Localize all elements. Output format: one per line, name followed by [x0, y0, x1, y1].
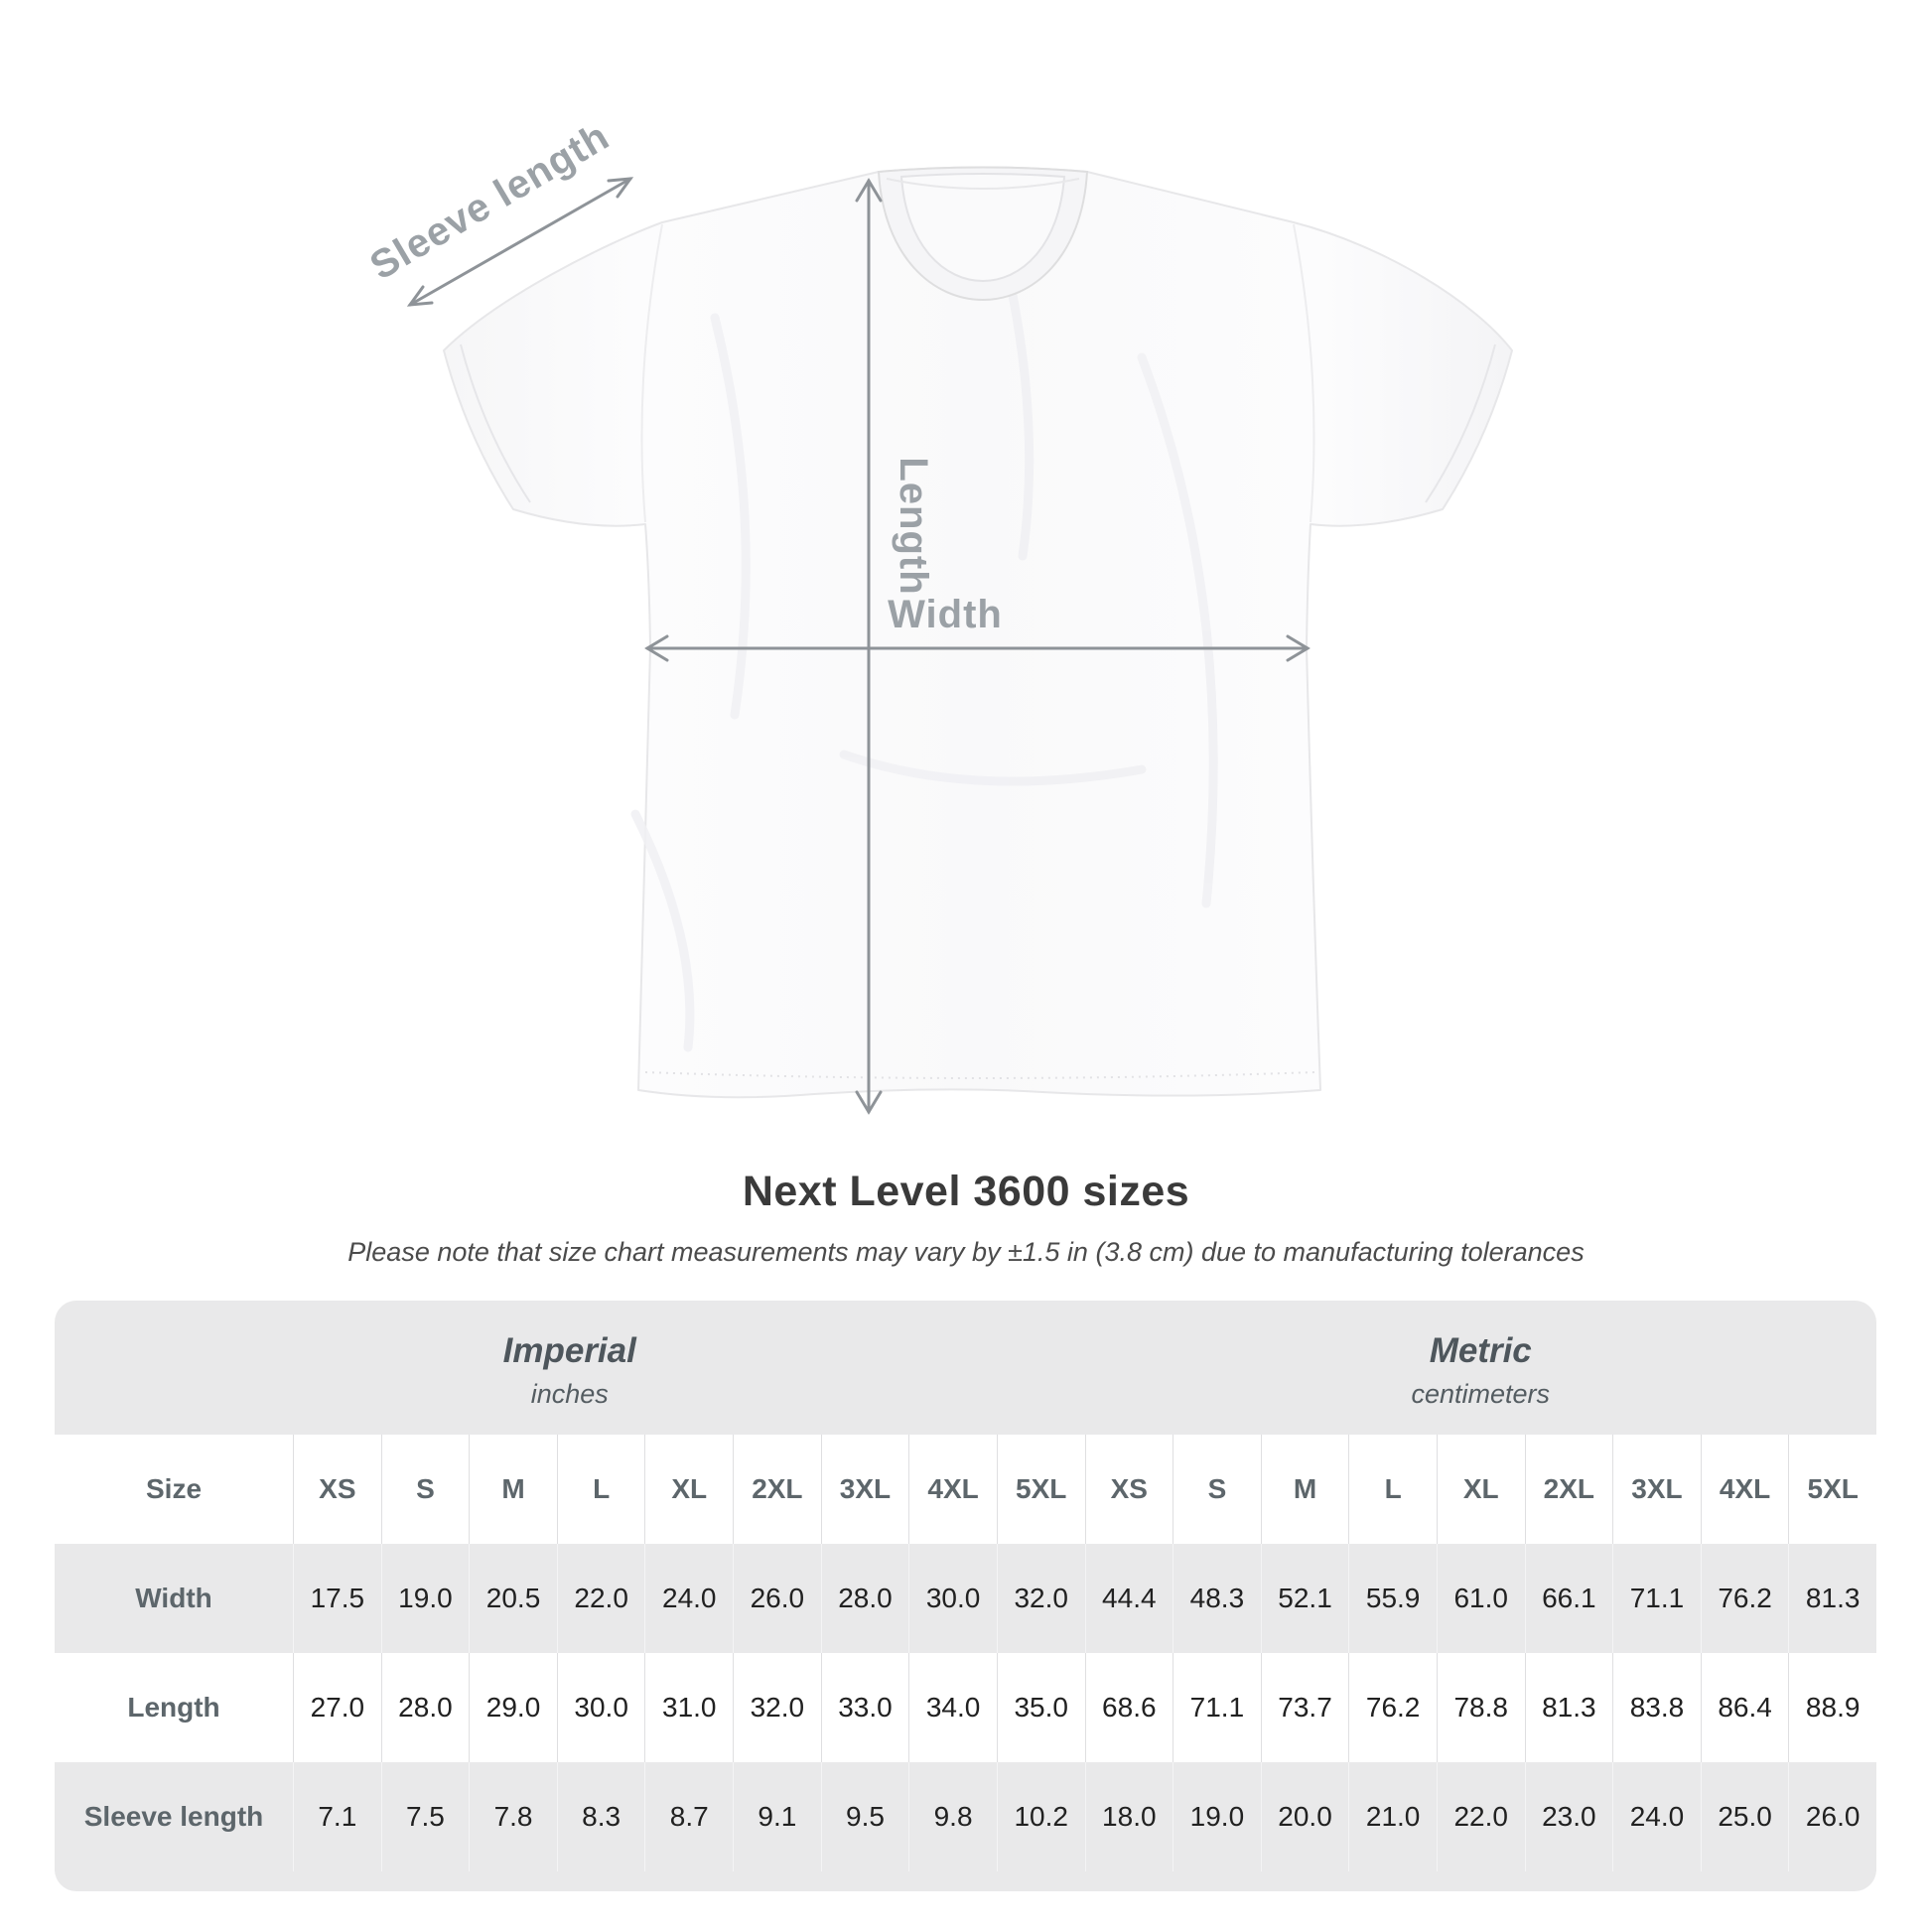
- value-cell-width-metric-l: 55.9: [1348, 1544, 1437, 1653]
- metric-label: Metric: [1429, 1331, 1532, 1370]
- value-cell-length-imperial-5xl: 35.0: [997, 1653, 1085, 1762]
- value-cell-length-metric-3xl: 83.8: [1612, 1653, 1701, 1762]
- value-cell-width-imperial-5xl: 32.0: [997, 1544, 1085, 1653]
- value-cell-sleeve-length-imperial-4xl: 9.8: [908, 1762, 997, 1871]
- value-cell-width-imperial-2xl: 26.0: [733, 1544, 821, 1653]
- imperial-label: Imperial: [502, 1331, 636, 1370]
- size-header-imperial-3xl: 3XL: [821, 1435, 909, 1544]
- size-header-imperial-xs: XS: [293, 1435, 381, 1544]
- value-cell-length-metric-xs: 68.6: [1085, 1653, 1173, 1762]
- value-cell-width-metric-m: 52.1: [1261, 1544, 1349, 1653]
- value-cell-width-imperial-3xl: 28.0: [821, 1544, 909, 1653]
- value-cell-sleeve-length-metric-3xl: 24.0: [1612, 1762, 1701, 1871]
- metric-unit-header: [1085, 1301, 1876, 1435]
- value-cell-sleeve-length-metric-4xl: 25.0: [1701, 1762, 1789, 1871]
- value-cell-length-imperial-xl: 31.0: [644, 1653, 733, 1762]
- value-cell-width-metric-5xl: 81.3: [1788, 1544, 1876, 1653]
- value-cell-length-metric-m: 73.7: [1261, 1653, 1349, 1762]
- value-cell-width-imperial-xl: 24.0: [644, 1544, 733, 1653]
- value-cell-sleeve-length-imperial-s: 7.5: [381, 1762, 470, 1871]
- value-cell-sleeve-length-imperial-m: 7.8: [469, 1762, 557, 1871]
- table-row-0: [55, 1544, 1876, 1653]
- value-cell-width-imperial-4xl: 30.0: [908, 1544, 997, 1653]
- value-cell-width-metric-3xl: 71.1: [1612, 1544, 1701, 1653]
- value-cell-sleeve-length-metric-5xl: 26.0: [1788, 1762, 1876, 1871]
- size-header-metric-xl: XL: [1437, 1435, 1525, 1544]
- value-cell-sleeve-length-metric-2xl: 23.0: [1525, 1762, 1613, 1871]
- value-cell-sleeve-length-imperial-3xl: 9.5: [821, 1762, 909, 1871]
- page-subtitle: Please note that size chart measurements may vary by ±1.5 in (3.8 cm) due to manufacturing tolerances: [347, 1237, 1585, 1267]
- row-label-sleeve-length: Sleeve length: [83, 1801, 264, 1832]
- sleeve-length-label: Sleeve length: [362, 114, 618, 289]
- table-row-1: [55, 1653, 1876, 1762]
- value-cell-length-metric-xl: 78.8: [1437, 1653, 1525, 1762]
- size-header-imperial-2xl: 2XL: [733, 1435, 821, 1544]
- size-table: [55, 1301, 1876, 1891]
- size-header-imperial-l: L: [557, 1435, 645, 1544]
- value-cell-width-metric-2xl: 66.1: [1525, 1544, 1613, 1653]
- value-cell-length-metric-4xl: 86.4: [1701, 1653, 1789, 1762]
- value-cell-length-imperial-2xl: 32.0: [733, 1653, 821, 1762]
- value-cell-width-metric-s: 48.3: [1173, 1544, 1261, 1653]
- row-label-width: Width: [135, 1583, 212, 1613]
- size-header-metric-5xl: 5XL: [1788, 1435, 1876, 1544]
- value-cell-sleeve-length-imperial-l: 8.3: [557, 1762, 645, 1871]
- size-header-imperial-s: S: [381, 1435, 470, 1544]
- value-cell-length-metric-5xl: 88.9: [1788, 1653, 1876, 1762]
- table-row-2: [55, 1762, 1876, 1871]
- size-header-metric-2xl: 2XL: [1525, 1435, 1613, 1544]
- value-cell-length-imperial-4xl: 34.0: [908, 1653, 997, 1762]
- value-cell-sleeve-length-imperial-xs: 7.1: [293, 1762, 381, 1871]
- size-column-header: Size: [145, 1473, 203, 1504]
- page-title: Next Level 3600 sizes: [742, 1168, 1190, 1215]
- imperial-unit-header: [55, 1301, 1085, 1435]
- value-cell-length-metric-2xl: 81.3: [1525, 1653, 1613, 1762]
- value-cell-sleeve-length-imperial-xl: 8.7: [644, 1762, 733, 1871]
- value-cell-sleeve-length-imperial-5xl: 10.2: [997, 1762, 1085, 1871]
- value-cell-width-imperial-m: 20.5: [469, 1544, 557, 1653]
- value-cell-sleeve-length-metric-s: 19.0: [1173, 1762, 1261, 1871]
- size-header-metric-4xl: 4XL: [1701, 1435, 1789, 1544]
- size-header-imperial-5xl: 5XL: [997, 1435, 1085, 1544]
- size-header-metric-l: L: [1348, 1435, 1437, 1544]
- size-header-imperial-m: M: [469, 1435, 557, 1544]
- value-cell-width-metric-xs: 44.4: [1085, 1544, 1173, 1653]
- length-label: Length: [892, 457, 935, 596]
- size-header-imperial-4xl: 4XL: [908, 1435, 997, 1544]
- width-label: Width: [888, 593, 1003, 636]
- value-cell-length-imperial-xs: 27.0: [293, 1653, 381, 1762]
- value-cell-width-metric-xl: 61.0: [1437, 1544, 1525, 1653]
- value-cell-length-metric-s: 71.1: [1173, 1653, 1261, 1762]
- value-cell-width-metric-4xl: 76.2: [1701, 1544, 1789, 1653]
- value-cell-length-imperial-3xl: 33.0: [821, 1653, 909, 1762]
- size-header-metric-s: S: [1173, 1435, 1261, 1544]
- size-header-metric-xs: XS: [1085, 1435, 1173, 1544]
- value-cell-length-imperial-s: 28.0: [381, 1653, 470, 1762]
- size-header-imperial-xl: XL: [644, 1435, 733, 1544]
- table-header-row: [55, 1435, 1876, 1544]
- value-cell-length-metric-l: 76.2: [1348, 1653, 1437, 1762]
- unit-header-band: [55, 1301, 1876, 1435]
- value-cell-length-imperial-m: 29.0: [469, 1653, 557, 1762]
- row-label-length: Length: [127, 1692, 220, 1723]
- value-cell-sleeve-length-metric-xl: 22.0: [1437, 1762, 1525, 1871]
- size-header-metric-3xl: 3XL: [1612, 1435, 1701, 1544]
- value-cell-width-imperial-l: 22.0: [557, 1544, 645, 1653]
- centimeters-label: centimeters: [1411, 1379, 1551, 1409]
- value-cell-width-imperial-s: 19.0: [381, 1544, 470, 1653]
- value-cell-sleeve-length-metric-l: 21.0: [1348, 1762, 1437, 1871]
- value-cell-sleeve-length-metric-xs: 18.0: [1085, 1762, 1173, 1871]
- inches-label: inches: [530, 1379, 609, 1409]
- value-cell-length-imperial-l: 30.0: [557, 1653, 645, 1762]
- size-header-metric-m: M: [1261, 1435, 1349, 1544]
- value-cell-width-imperial-xs: 17.5: [293, 1544, 381, 1653]
- value-cell-sleeve-length-metric-m: 20.0: [1261, 1762, 1349, 1871]
- value-cell-sleeve-length-imperial-2xl: 9.1: [733, 1762, 821, 1871]
